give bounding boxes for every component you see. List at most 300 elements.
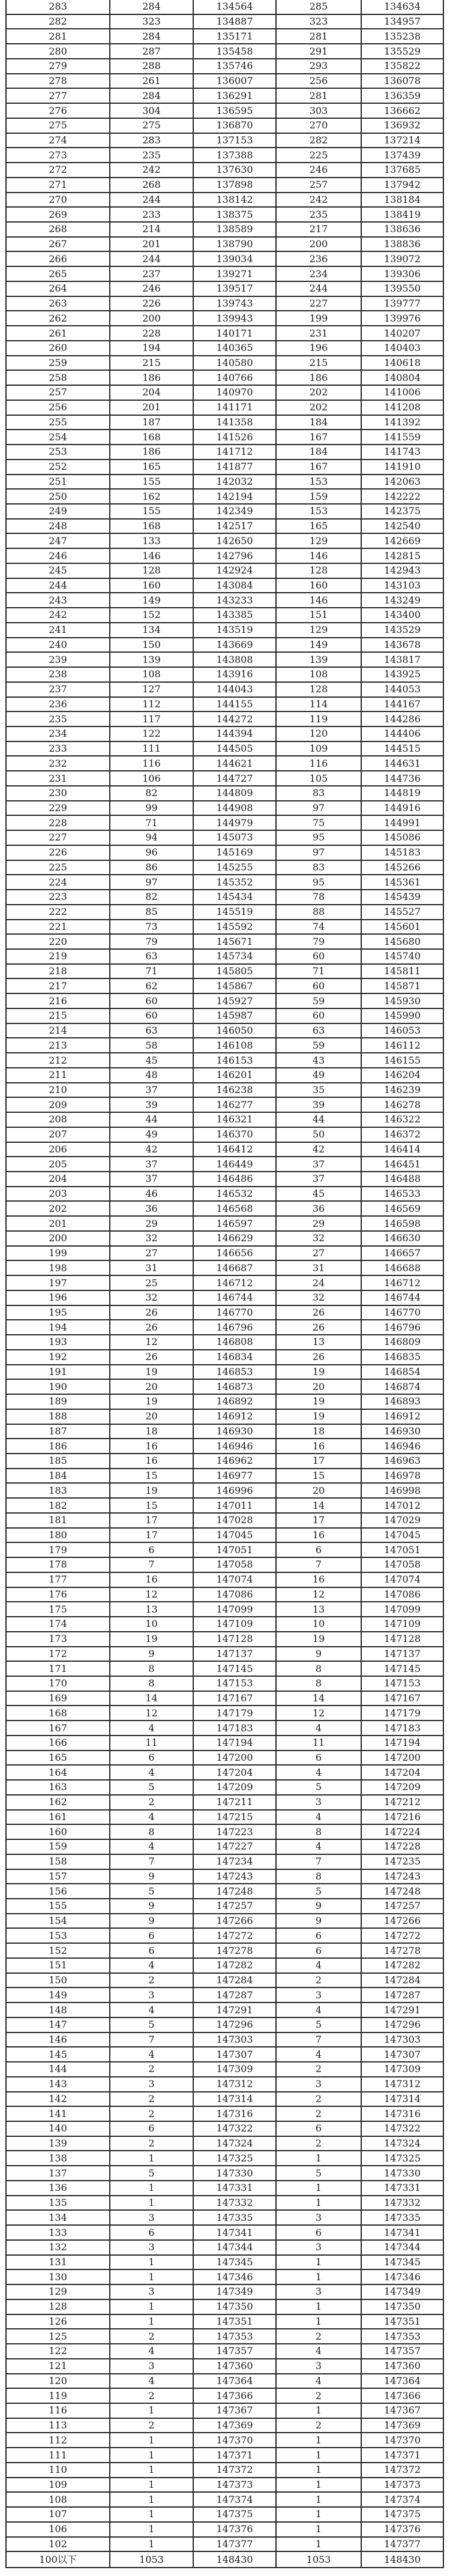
table-row xyxy=(6,652,443,667)
table-row xyxy=(6,1201,443,1216)
count-a-cell: 6 xyxy=(110,1542,193,1557)
cumulative-b-cell: 147367 xyxy=(361,2403,443,2418)
table-row xyxy=(6,2077,443,2092)
table-row xyxy=(6,1780,443,1795)
table-row xyxy=(6,2166,443,2181)
cumulative-a-cell: 147369 xyxy=(193,2418,276,2433)
count-a-cell: 116 xyxy=(110,756,193,771)
table-row xyxy=(6,2448,443,2463)
cumulative-b-cell: 134634 xyxy=(361,0,443,14)
count-b-cell: 17 xyxy=(276,1513,361,1528)
table-row xyxy=(6,920,443,935)
score-cell: 231 xyxy=(6,771,110,786)
count-a-cell: 63 xyxy=(110,949,193,964)
count-a-cell: 25 xyxy=(110,1275,193,1290)
table-row xyxy=(6,356,443,371)
count-b-cell: 202 xyxy=(276,385,361,400)
count-a-cell: 6 xyxy=(110,2121,193,2136)
count-a-cell: 1 xyxy=(110,2448,193,2463)
table-row xyxy=(6,934,443,949)
cumulative-b-cell: 143400 xyxy=(361,608,443,623)
table-row xyxy=(6,2092,443,2107)
count-b-cell: 1 xyxy=(276,2255,361,2270)
count-b-cell: 167 xyxy=(276,430,361,445)
table-row xyxy=(6,2463,443,2478)
score-cell: 204 xyxy=(6,1172,110,1187)
count-a-cell: 4 xyxy=(110,1721,193,1736)
count-b-cell: 97 xyxy=(276,845,361,860)
cumulative-b-cell: 147248 xyxy=(361,1884,443,1899)
cumulative-b-cell: 147257 xyxy=(361,1899,443,1914)
cumulative-a-cell: 147257 xyxy=(193,1899,276,1914)
count-b-cell: 114 xyxy=(276,697,361,712)
cumulative-b-cell: 144053 xyxy=(361,682,443,697)
score-cell: 259 xyxy=(6,356,110,371)
score-cell: 207 xyxy=(6,1127,110,1142)
count-a-cell: 12 xyxy=(110,1706,193,1721)
count-b-cell: 26 xyxy=(276,1305,361,1320)
count-a-cell: 1 xyxy=(110,2537,193,2552)
score-cell: 267 xyxy=(6,237,110,252)
cumulative-b-cell: 147235 xyxy=(361,1854,443,1869)
cumulative-b-cell: 147278 xyxy=(361,1943,443,1958)
cumulative-a-cell: 147372 xyxy=(193,2463,276,2478)
cumulative-a-cell: 147109 xyxy=(193,1617,276,1632)
cumulative-a-cell: 147314 xyxy=(193,2092,276,2107)
table-row xyxy=(6,1172,443,1187)
cumulative-a-cell: 139743 xyxy=(193,296,276,311)
cumulative-a-cell: 146687 xyxy=(193,1260,276,1275)
count-b-cell: 78 xyxy=(276,890,361,905)
table-row xyxy=(6,1053,443,1068)
cumulative-b-cell: 147183 xyxy=(361,1721,443,1736)
count-a-cell: 117 xyxy=(110,711,193,726)
count-a-cell: 11 xyxy=(110,1736,193,1751)
cumulative-a-cell: 146321 xyxy=(193,1112,276,1127)
cumulative-b-cell: 144991 xyxy=(361,815,443,830)
table-row xyxy=(6,1765,443,1780)
table-row xyxy=(6,1246,443,1261)
cumulative-a-cell: 147344 xyxy=(193,2240,276,2255)
score-cell: 221 xyxy=(6,920,110,935)
count-a-cell: 4 xyxy=(110,1765,193,1780)
table-row xyxy=(6,222,443,237)
count-a-cell: 304 xyxy=(110,103,193,118)
score-cell: 250 xyxy=(6,489,110,504)
table-row xyxy=(6,1498,443,1513)
count-b-cell: 44 xyxy=(276,1112,361,1127)
score-cell: 214 xyxy=(6,1023,110,1038)
table-row xyxy=(6,2284,443,2299)
count-b-cell: 196 xyxy=(276,341,361,356)
cumulative-a-cell: 147371 xyxy=(193,2448,276,2463)
count-b-cell: 16 xyxy=(276,1572,361,1587)
cumulative-a-cell: 147284 xyxy=(193,1973,276,1988)
score-cell: 229 xyxy=(6,801,110,816)
cumulative-a-cell: 147331 xyxy=(193,2181,276,2196)
count-a-cell: 134 xyxy=(110,623,193,638)
cumulative-a-cell: 147357 xyxy=(193,2344,276,2359)
table-row xyxy=(6,563,443,578)
score-cell: 265 xyxy=(6,266,110,281)
cumulative-b-cell: 145680 xyxy=(361,934,443,949)
table-row xyxy=(6,993,443,1008)
cumulative-b-cell: 139550 xyxy=(361,281,443,296)
cumulative-b-cell: 147372 xyxy=(361,2463,443,2478)
count-a-cell: 1 xyxy=(110,2522,193,2537)
count-b-cell: 129 xyxy=(276,533,361,548)
score-cell: 254 xyxy=(6,430,110,445)
cumulative-b-cell: 147350 xyxy=(361,2299,443,2314)
cumulative-b-cell: 147287 xyxy=(361,1987,443,2002)
score-cell: 212 xyxy=(6,1053,110,1068)
count-a-cell: 2 xyxy=(110,2388,193,2403)
cumulative-b-cell: 147099 xyxy=(361,1602,443,1617)
score-cell: 147 xyxy=(6,2017,110,2032)
table-row xyxy=(6,1691,443,1706)
table-row xyxy=(6,1617,443,1632)
cumulative-b-cell: 147346 xyxy=(361,2269,443,2284)
cumulative-b-cell: 145930 xyxy=(361,993,443,1008)
cumulative-b-cell: 146796 xyxy=(361,1320,443,1335)
score-cell: 128 xyxy=(6,2299,110,2314)
table-row xyxy=(6,801,443,816)
count-b-cell: 10 xyxy=(276,1617,361,1632)
count-b-cell: 3 xyxy=(276,2284,361,2299)
score-cell: 276 xyxy=(6,103,110,118)
cumulative-a-cell: 146486 xyxy=(193,1172,276,1187)
score-cell: 275 xyxy=(6,118,110,133)
count-b-cell: 74 xyxy=(276,920,361,935)
table-row xyxy=(6,2047,443,2062)
cumulative-b-cell: 147243 xyxy=(361,1869,443,1884)
table-row xyxy=(6,1736,443,1751)
table-row xyxy=(6,1083,443,1098)
cumulative-b-cell: 146688 xyxy=(361,1260,443,1275)
table-row xyxy=(6,2062,443,2077)
cumulative-a-cell: 147204 xyxy=(193,1765,276,1780)
cumulative-b-cell: 139072 xyxy=(361,251,443,266)
cumulative-a-cell: 143233 xyxy=(193,593,276,608)
cumulative-b-cell: 138836 xyxy=(361,237,443,252)
count-a-cell: 17 xyxy=(110,1528,193,1543)
count-a-cell: 187 xyxy=(110,415,193,430)
cumulative-a-cell: 147179 xyxy=(193,1706,276,1721)
cumulative-a-cell: 147194 xyxy=(193,1736,276,1751)
count-b-cell: 160 xyxy=(276,578,361,593)
table-row xyxy=(6,1260,443,1275)
count-b-cell: 2 xyxy=(276,1973,361,1988)
score-cell: 225 xyxy=(6,860,110,875)
table-row xyxy=(6,2329,443,2344)
count-b-cell: 79 xyxy=(276,934,361,949)
cumulative-a-cell: 135746 xyxy=(193,59,276,74)
cumulative-a-cell: 141712 xyxy=(193,445,276,460)
score-cell: 282 xyxy=(6,14,110,29)
score-cell: 235 xyxy=(6,711,110,726)
table-row xyxy=(6,237,443,252)
cumulative-b-cell: 147284 xyxy=(361,1973,443,1988)
count-b-cell: 16 xyxy=(276,1439,361,1454)
table-row xyxy=(6,1928,443,1943)
table-row xyxy=(6,489,443,504)
count-a-cell: 8 xyxy=(110,1661,193,1676)
table-row xyxy=(6,2522,443,2537)
cumulative-a-cell: 146796 xyxy=(193,1320,276,1335)
table-row xyxy=(6,1987,443,2002)
count-b-cell: 31 xyxy=(276,1260,361,1275)
cumulative-b-cell: 141743 xyxy=(361,445,443,460)
count-a-cell: 32 xyxy=(110,1290,193,1305)
table-row xyxy=(6,14,443,29)
cumulative-a-cell: 147287 xyxy=(193,1987,276,2002)
cumulative-b-cell: 137685 xyxy=(361,163,443,178)
count-b-cell: 109 xyxy=(276,741,361,756)
count-b-cell: 128 xyxy=(276,682,361,697)
cumulative-a-cell: 147215 xyxy=(193,1810,276,1825)
cumulative-a-cell: 147291 xyxy=(193,2002,276,2017)
cumulative-a-cell: 134564 xyxy=(193,0,276,14)
count-a-cell: 215 xyxy=(110,356,193,371)
cumulative-a-cell: 137630 xyxy=(193,163,276,178)
cumulative-a-cell: 135171 xyxy=(193,29,276,44)
count-b-cell: 63 xyxy=(276,1023,361,1038)
count-b-cell: 6 xyxy=(276,1542,361,1557)
cumulative-b-cell: 144167 xyxy=(361,697,443,712)
count-b-cell: 4 xyxy=(276,2374,361,2389)
count-a-cell: 5 xyxy=(110,2166,193,2181)
cumulative-b-cell: 147228 xyxy=(361,1839,443,1854)
score-cell: 206 xyxy=(6,1142,110,1157)
table-row xyxy=(6,830,443,845)
count-a-cell: 27 xyxy=(110,1246,193,1261)
score-cell: 272 xyxy=(6,163,110,178)
count-b-cell: 303 xyxy=(276,103,361,118)
cumulative-b-cell: 143249 xyxy=(361,593,443,608)
cumulative-a-cell: 145805 xyxy=(193,964,276,979)
count-a-cell: 1 xyxy=(110,2433,193,2448)
table-row xyxy=(6,771,443,786)
count-a-cell: 42 xyxy=(110,1142,193,1157)
cumulative-a-cell: 144727 xyxy=(193,771,276,786)
count-b-cell: 3 xyxy=(276,2210,361,2225)
table-row xyxy=(6,2106,443,2121)
count-a-cell: 3 xyxy=(110,2077,193,2092)
table-row xyxy=(6,623,443,638)
table-row xyxy=(6,1661,443,1676)
cumulative-a-cell: 147312 xyxy=(193,2077,276,2092)
score-cell: 152 xyxy=(6,1943,110,1958)
cumulative-b-cell: 147145 xyxy=(361,1661,443,1676)
cumulative-b-cell: 147012 xyxy=(361,1498,443,1513)
table-row xyxy=(6,1439,443,1454)
cumulative-a-cell: 147272 xyxy=(193,1928,276,1943)
score-cell: 106 xyxy=(6,2522,110,2537)
cumulative-a-cell: 143916 xyxy=(193,667,276,682)
table-row xyxy=(6,266,443,281)
count-b-cell: 9 xyxy=(276,1647,361,1662)
count-b-cell: 1 xyxy=(276,2151,361,2166)
cumulative-b-cell: 147335 xyxy=(361,2210,443,2225)
cumulative-a-cell: 146808 xyxy=(193,1335,276,1350)
count-a-cell: 1 xyxy=(110,2507,193,2522)
score-cell: 216 xyxy=(6,993,110,1008)
cumulative-a-cell: 147351 xyxy=(193,2314,276,2329)
score-cell: 149 xyxy=(6,1987,110,2002)
score-cell: 187 xyxy=(6,1424,110,1439)
score-cell: 203 xyxy=(6,1187,110,1202)
count-a-cell: 233 xyxy=(110,207,193,222)
count-a-cell: 37 xyxy=(110,1157,193,1172)
table-row xyxy=(6,1958,443,1973)
table-row xyxy=(6,1943,443,1958)
count-a-cell: 39 xyxy=(110,1097,193,1112)
count-a-cell: 62 xyxy=(110,978,193,993)
count-b-cell: 4 xyxy=(276,1958,361,1973)
score-cell: 278 xyxy=(6,74,110,89)
table-row xyxy=(6,2507,443,2522)
score-cell: 177 xyxy=(6,1572,110,1587)
cumulative-a-cell: 146873 xyxy=(193,1379,276,1394)
score-cell: 109 xyxy=(6,2478,110,2493)
score-cell: 201 xyxy=(6,1216,110,1231)
count-a-cell: 44 xyxy=(110,1112,193,1127)
table-row xyxy=(6,578,443,593)
count-a-cell: 6 xyxy=(110,1928,193,1943)
cumulative-b-cell: 138636 xyxy=(361,222,443,237)
count-a-cell: 6 xyxy=(110,1751,193,1766)
score-cell: 143 xyxy=(6,2077,110,2092)
count-a-cell: 20 xyxy=(110,1409,193,1424)
score-distribution-table xyxy=(5,0,444,2568)
count-b-cell: 4 xyxy=(276,2344,361,2359)
count-a-cell: 94 xyxy=(110,830,193,845)
cumulative-b-cell: 146912 xyxy=(361,1409,443,1424)
table-row xyxy=(6,1602,443,1617)
cumulative-a-cell: 146996 xyxy=(193,1483,276,1498)
cumulative-b-cell: 146874 xyxy=(361,1379,443,1394)
count-a-cell: 1 xyxy=(110,2299,193,2314)
table-row xyxy=(6,370,443,385)
count-a-cell: 288 xyxy=(110,59,193,74)
cumulative-b-cell: 143817 xyxy=(361,652,443,667)
cumulative-a-cell: 147322 xyxy=(193,2121,276,2136)
count-b-cell: 1 xyxy=(276,2522,361,2537)
cumulative-a-cell: 140365 xyxy=(193,341,276,356)
table-row xyxy=(6,2374,443,2389)
table-row xyxy=(6,2151,443,2166)
cumulative-a-cell: 145434 xyxy=(193,890,276,905)
count-b-cell: 36 xyxy=(276,1201,361,1216)
table-row xyxy=(6,1424,443,1439)
count-a-cell: 287 xyxy=(110,44,193,59)
count-b-cell: 3 xyxy=(276,1987,361,2002)
cumulative-b-cell: 146598 xyxy=(361,1216,443,1231)
cumulative-a-cell: 146962 xyxy=(193,1454,276,1469)
table-row xyxy=(6,475,443,490)
score-cell: 161 xyxy=(6,1810,110,1825)
table-row xyxy=(6,311,443,326)
cumulative-a-cell: 142349 xyxy=(193,504,276,519)
cumulative-a-cell: 146930 xyxy=(193,1424,276,1439)
cumulative-b-cell: 146239 xyxy=(361,1083,443,1098)
table-row xyxy=(6,2032,443,2047)
count-a-cell: 3 xyxy=(110,2210,193,2225)
cumulative-a-cell: 137153 xyxy=(193,133,276,148)
score-cell: 268 xyxy=(6,222,110,237)
cumulative-b-cell: 142063 xyxy=(361,475,443,490)
count-a-cell: 2 xyxy=(110,1973,193,1988)
score-cell: 141 xyxy=(6,2106,110,2121)
count-b-cell: 24 xyxy=(276,1275,361,1290)
cumulative-b-cell: 147366 xyxy=(361,2388,443,2403)
score-cell: 165 xyxy=(6,1751,110,1766)
cumulative-a-cell: 145073 xyxy=(193,830,276,845)
table-row xyxy=(6,1379,443,1394)
score-cell: 243 xyxy=(6,593,110,608)
cumulative-a-cell: 147335 xyxy=(193,2210,276,2225)
table-row xyxy=(6,1542,443,1557)
cumulative-b-cell: 147374 xyxy=(361,2492,443,2507)
score-cell: 248 xyxy=(6,519,110,534)
score-cell: 162 xyxy=(6,1795,110,1810)
table-row xyxy=(6,1335,443,1350)
cumulative-a-cell: 147353 xyxy=(193,2329,276,2344)
table-row xyxy=(6,445,443,460)
count-b-cell: 236 xyxy=(276,251,361,266)
count-b-cell: 45 xyxy=(276,1187,361,1202)
score-cell: 111 xyxy=(6,2448,110,2463)
table-row xyxy=(6,1528,443,1543)
table-row xyxy=(6,1513,443,1528)
cumulative-b-cell: 142943 xyxy=(361,563,443,578)
count-a-cell: 9 xyxy=(110,1899,193,1914)
cumulative-a-cell: 136595 xyxy=(193,103,276,118)
cumulative-b-cell: 148430 xyxy=(361,2551,443,2568)
cumulative-b-cell: 137214 xyxy=(361,133,443,148)
cumulative-a-cell: 140766 xyxy=(193,370,276,385)
score-cell: 158 xyxy=(6,1854,110,1869)
cumulative-b-cell: 147324 xyxy=(361,2136,443,2151)
cumulative-a-cell: 145927 xyxy=(193,993,276,1008)
count-a-cell: 6 xyxy=(110,1943,193,1958)
cumulative-a-cell: 147367 xyxy=(193,2403,276,2418)
cumulative-a-cell: 135458 xyxy=(193,44,276,59)
cumulative-a-cell: 146532 xyxy=(193,1187,276,1202)
count-a-cell: 162 xyxy=(110,489,193,504)
count-a-cell: 1 xyxy=(110,2314,193,2329)
count-a-cell: 4 xyxy=(110,1958,193,1973)
count-b-cell: 19 xyxy=(276,1365,361,1380)
cumulative-b-cell: 147204 xyxy=(361,1765,443,1780)
cumulative-b-cell: 146963 xyxy=(361,1454,443,1469)
count-a-cell: 3 xyxy=(110,2359,193,2374)
table-row xyxy=(6,786,443,801)
cumulative-a-cell: 146153 xyxy=(193,1053,276,1068)
table-row xyxy=(6,1305,443,1320)
cumulative-b-cell: 146488 xyxy=(361,1172,443,1187)
count-b-cell: 1 xyxy=(276,2478,361,2493)
cumulative-a-cell: 147086 xyxy=(193,1587,276,1602)
count-a-cell: 14 xyxy=(110,1691,193,1706)
score-cell: 210 xyxy=(6,1083,110,1098)
score-cell: 113 xyxy=(6,2418,110,2433)
table-row xyxy=(6,1483,443,1498)
cumulative-b-cell: 138184 xyxy=(361,193,443,208)
score-cell: 168 xyxy=(6,1706,110,1721)
cumulative-b-cell: 139777 xyxy=(361,296,443,311)
count-b-cell: 20 xyxy=(276,1483,361,1498)
